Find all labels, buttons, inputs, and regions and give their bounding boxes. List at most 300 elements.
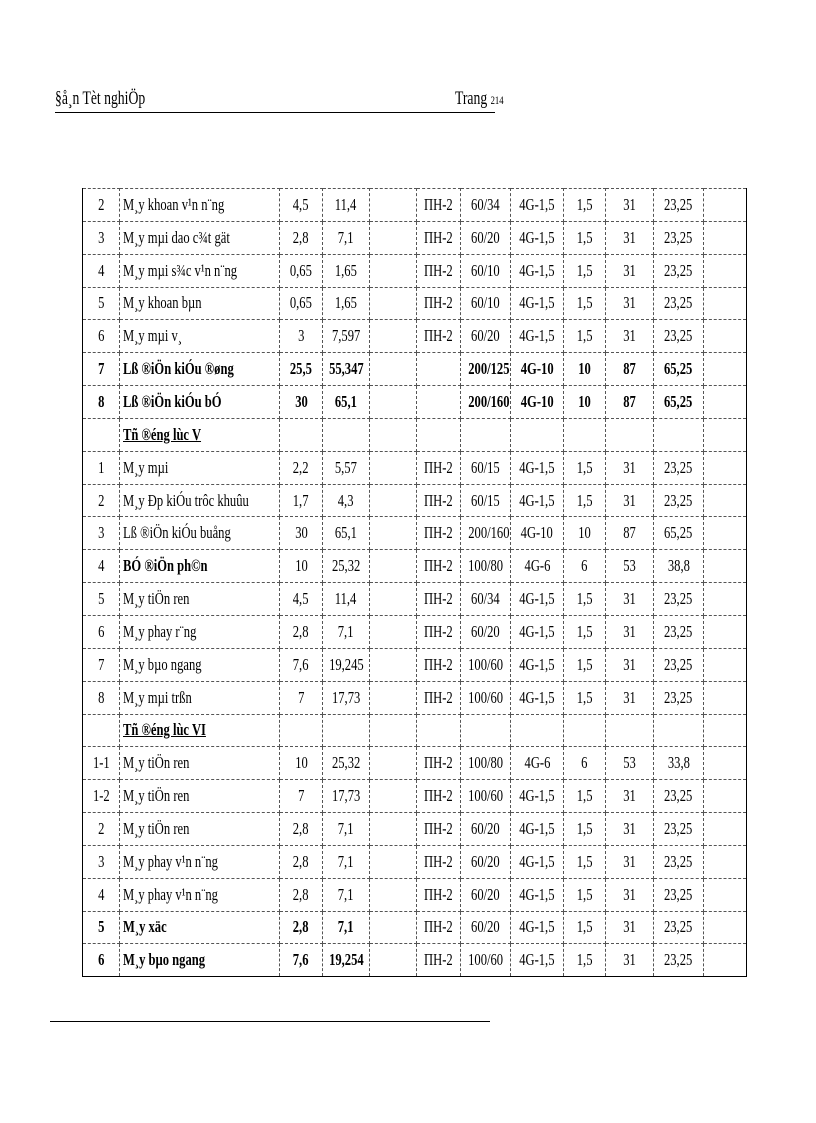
cell-text: 100/60 — [468, 687, 503, 707]
cell-text: 2,2 — [293, 457, 309, 477]
cell-cable — [511, 681, 564, 714]
cell-text: ПH-2 — [424, 786, 453, 806]
cell-type — [417, 221, 461, 254]
cell-power — [280, 386, 323, 419]
cell-note — [704, 484, 747, 517]
cell-text: 31 — [623, 884, 636, 904]
cell-text: ПH-2 — [424, 621, 453, 641]
cell-text: 0,65 — [289, 260, 313, 280]
cell-text: 1,5 — [576, 884, 593, 904]
cell-cable — [511, 353, 564, 386]
cell-type — [417, 451, 461, 484]
cell-cable — [511, 878, 564, 911]
cell-load — [654, 648, 704, 681]
table-row — [83, 681, 747, 714]
cell-type — [417, 845, 461, 878]
cell-current — [323, 418, 370, 451]
cell-cross-section — [564, 418, 606, 451]
cell-rating — [461, 287, 511, 320]
cell-rating — [461, 254, 511, 287]
cell-power — [280, 189, 323, 222]
cell-equipment-name — [120, 550, 280, 583]
cell-load — [654, 451, 704, 484]
cell-text: 3 — [97, 851, 105, 871]
table-row — [83, 221, 747, 254]
cell-current — [323, 747, 370, 780]
cell-text: M¸y Ðp kiÓu trôc khuûu — [123, 490, 249, 510]
cell-load — [654, 583, 704, 616]
cell-load — [654, 418, 704, 451]
cell-power — [280, 451, 323, 484]
cell-equipment-name — [120, 878, 280, 911]
cell-text: ПH-2 — [424, 490, 453, 510]
table-row — [83, 353, 747, 386]
cell-text: ПH-2 — [424, 194, 453, 214]
cell-text: 4 — [97, 260, 105, 280]
section-row — [83, 714, 747, 747]
cell-cable — [511, 254, 564, 287]
cell-equipment-name — [120, 353, 280, 386]
cell-stt — [83, 878, 120, 911]
cell-note — [704, 845, 747, 878]
cell-equipment-name — [120, 944, 280, 977]
cell-text: 60/20 — [471, 917, 500, 937]
cell-load — [654, 287, 704, 320]
cell-text: M¸y tiÖn ren — [123, 818, 190, 838]
cell-cable — [511, 484, 564, 517]
cell-stt — [83, 451, 120, 484]
cell-text: Lß ®iÖn kiÓu bÓ — [123, 391, 222, 411]
cell-text: M¸y tiÖn ren — [123, 786, 190, 806]
cell-cross-section — [564, 944, 606, 977]
cell-text: 8 — [97, 391, 105, 411]
cell-text: 1-2 — [92, 786, 110, 806]
cell-text: 0,65 — [289, 293, 313, 313]
cell-power — [280, 615, 323, 648]
cell-text: 6 — [97, 950, 105, 970]
cell-text: M¸y xäc — [123, 917, 167, 937]
cell-current — [323, 845, 370, 878]
cell-type — [417, 353, 461, 386]
cell-power — [280, 550, 323, 583]
cell-ampacity — [606, 648, 654, 681]
cell-stt — [83, 353, 120, 386]
cell-text: 65,1 — [334, 391, 358, 411]
cell-power — [280, 254, 323, 287]
cell-text: 23,25 — [664, 490, 693, 510]
cell-note — [704, 813, 747, 846]
cell-equipment-name — [120, 681, 280, 714]
cell-cable — [511, 418, 564, 451]
cell-text: 31 — [623, 621, 636, 641]
cell-text: 1,65 — [334, 260, 358, 280]
cell-current — [323, 583, 370, 616]
cell-type — [417, 418, 461, 451]
cell-type — [417, 484, 461, 517]
cell-text: 23,25 — [664, 851, 693, 871]
cell-text: Lß ®iÖn kiÓu buång — [123, 523, 231, 543]
cell-text: 23,25 — [664, 293, 693, 313]
cell-text: 55,347 — [329, 359, 364, 379]
cell-text: 23,25 — [664, 326, 693, 346]
cell-text: ПH-2 — [424, 326, 453, 346]
cell-text: 31 — [623, 227, 636, 247]
cell-breaker — [370, 944, 417, 977]
cell-cross-section — [564, 386, 606, 419]
cell-power — [280, 517, 323, 550]
cell-current — [323, 648, 370, 681]
cell-text: 23,25 — [664, 884, 693, 904]
cell-ampacity — [606, 813, 654, 846]
table-row — [83, 386, 747, 419]
cell-text: 4G-1,5 — [519, 457, 555, 477]
cell-load — [654, 254, 704, 287]
cell-text: 1,5 — [576, 621, 593, 641]
cell-stt — [83, 418, 120, 451]
cell-ampacity — [606, 484, 654, 517]
cell-text: 2 — [97, 490, 105, 510]
cell-breaker — [370, 451, 417, 484]
cell-cable — [511, 944, 564, 977]
footer-rule — [50, 1021, 490, 1022]
cell-stt — [83, 681, 120, 714]
cell-text: 8 — [97, 687, 105, 707]
cell-cross-section — [564, 681, 606, 714]
cell-breaker — [370, 813, 417, 846]
table-row — [83, 911, 747, 944]
cell-text: ПH-2 — [424, 260, 453, 280]
cell-load — [654, 386, 704, 419]
cell-current — [323, 320, 370, 353]
cell-load — [654, 615, 704, 648]
cell-rating — [461, 845, 511, 878]
cell-ampacity — [606, 451, 654, 484]
table-row — [83, 517, 747, 550]
cell-text: 2 — [97, 194, 105, 214]
cell-text: 23,25 — [664, 654, 693, 674]
cell-text: M¸y phay v¹n n¨ng — [123, 851, 218, 871]
cell-text: 1,5 — [576, 293, 593, 313]
table-row — [83, 320, 747, 353]
cell-text: 65,25 — [664, 359, 693, 379]
cell-text: 1,5 — [576, 818, 593, 838]
cell-power — [280, 747, 323, 780]
cell-equipment-name — [120, 714, 280, 747]
cell-text: 60/20 — [471, 818, 500, 838]
cell-ampacity — [606, 418, 654, 451]
cell-text: M¸y mµi — [123, 457, 169, 477]
cell-text: 100/80 — [468, 556, 503, 576]
table-row — [83, 189, 747, 222]
cell-text: 1,5 — [576, 589, 593, 609]
cell-text: 11,4 — [335, 589, 357, 609]
cell-text: 31 — [623, 293, 636, 313]
cell-text: 100/60 — [468, 654, 503, 674]
cell-text: ПH-2 — [424, 556, 453, 576]
cell-cable — [511, 320, 564, 353]
cell-type — [417, 714, 461, 747]
cell-current — [323, 517, 370, 550]
cell-type — [417, 780, 461, 813]
cell-rating — [461, 221, 511, 254]
section-title: Tñ ®éng lùc VI — [123, 720, 206, 740]
cell-load — [654, 747, 704, 780]
cell-equipment-name — [120, 221, 280, 254]
cell-text: 23,25 — [664, 818, 693, 838]
cell-cable — [511, 615, 564, 648]
cell-text: 6 — [97, 326, 105, 346]
cell-note — [704, 517, 747, 550]
cell-text: 30 — [294, 391, 308, 411]
cell-stt — [83, 254, 120, 287]
cell-stt — [83, 287, 120, 320]
cell-text: 53 — [623, 753, 636, 773]
cell-text: 23,25 — [664, 687, 693, 707]
cell-text: 7,1 — [338, 227, 354, 247]
cell-text: M¸y phay r¨ng — [123, 621, 197, 641]
cell-text: 3 — [297, 326, 305, 346]
cell-load — [654, 550, 704, 583]
cell-breaker — [370, 780, 417, 813]
cell-breaker — [370, 845, 417, 878]
cell-text: 100/60 — [468, 786, 503, 806]
cell-ampacity — [606, 714, 654, 747]
cell-text: ПH-2 — [424, 884, 453, 904]
cell-text: M¸y tiÖn ren — [123, 589, 190, 609]
cell-ampacity — [606, 287, 654, 320]
cell-text: 5,57 — [334, 457, 358, 477]
cell-load — [654, 878, 704, 911]
cell-text: 4G-10 — [520, 359, 554, 379]
cell-text: 23,25 — [664, 260, 693, 280]
cell-type — [417, 583, 461, 616]
cell-current — [323, 681, 370, 714]
cell-text: 10 — [578, 359, 591, 379]
cell-stt — [83, 615, 120, 648]
cell-stt — [83, 320, 120, 353]
cell-cable — [511, 189, 564, 222]
cell-ampacity — [606, 911, 654, 944]
cell-text: M¸y bµo ngang — [123, 654, 202, 674]
cell-current — [323, 878, 370, 911]
cell-text: 1,5 — [576, 194, 593, 214]
cell-breaker — [370, 583, 417, 616]
cell-text: 7,1 — [338, 851, 354, 871]
cell-stt — [83, 583, 120, 616]
cell-cable — [511, 583, 564, 616]
cell-text: 87 — [623, 391, 636, 411]
cell-note — [704, 221, 747, 254]
cell-load — [654, 353, 704, 386]
cell-text: 7,6 — [293, 654, 309, 674]
cell-text: ПH-2 — [424, 687, 453, 707]
cell-ampacity — [606, 944, 654, 977]
cell-text: ПH-2 — [424, 950, 453, 970]
cell-text: 6 — [97, 621, 105, 641]
cell-text: 31 — [623, 457, 636, 477]
cell-text: BÓ ®iÖn ph©n — [123, 556, 208, 576]
table-row — [83, 780, 747, 813]
cell-text: 7,1 — [338, 818, 354, 838]
cell-rating — [461, 747, 511, 780]
cell-text: 23,25 — [664, 589, 693, 609]
cell-power — [280, 813, 323, 846]
cell-text: 4,5 — [293, 194, 309, 214]
cell-breaker — [370, 287, 417, 320]
cell-rating — [461, 189, 511, 222]
cell-text: ПH-2 — [424, 917, 453, 937]
cell-rating — [461, 813, 511, 846]
cell-breaker — [370, 747, 417, 780]
cell-text: 4G-1,5 — [519, 917, 555, 937]
cell-text: 60/15 — [471, 490, 500, 510]
cell-text: 65,25 — [664, 523, 693, 543]
cell-stt — [83, 484, 120, 517]
cell-text: 6 — [581, 753, 588, 773]
cell-cross-section — [564, 583, 606, 616]
cell-text: 4 — [97, 556, 105, 576]
cell-text: 4G-1,5 — [519, 490, 555, 510]
cell-current — [323, 911, 370, 944]
cell-power — [280, 287, 323, 320]
cell-equipment-name — [120, 418, 280, 451]
cell-current — [323, 780, 370, 813]
cell-text: 19,245 — [329, 654, 364, 674]
cell-text: 100/80 — [468, 753, 503, 773]
cell-note — [704, 583, 747, 616]
cell-text: 31 — [623, 194, 636, 214]
cell-power — [280, 845, 323, 878]
cell-equipment-name — [120, 254, 280, 287]
table-row — [83, 254, 747, 287]
cell-cross-section — [564, 353, 606, 386]
cell-text: 7,6 — [293, 950, 309, 970]
cell-load — [654, 189, 704, 222]
cell-text: 4G-10 — [520, 391, 554, 411]
cell-text: 60/20 — [471, 326, 500, 346]
cell-text: 1,7 — [293, 490, 309, 510]
cell-cable — [511, 451, 564, 484]
cell-text: M¸y khoan v¹n n¨ng — [123, 194, 225, 214]
cell-load — [654, 813, 704, 846]
cell-text: 4G-1,5 — [519, 326, 555, 346]
cell-text: 4G-6 — [524, 556, 550, 576]
cell-power — [280, 911, 323, 944]
table-row — [83, 944, 747, 977]
cell-power — [280, 484, 323, 517]
cell-text: M¸y mµi trßn — [123, 687, 192, 707]
cell-cable — [511, 813, 564, 846]
cell-load — [654, 681, 704, 714]
cell-equipment-name — [120, 780, 280, 813]
cell-rating — [461, 550, 511, 583]
cell-text: 4G-1,5 — [519, 786, 555, 806]
cell-cross-section — [564, 484, 606, 517]
cell-load — [654, 911, 704, 944]
cell-current — [323, 615, 370, 648]
cell-note — [704, 353, 747, 386]
cell-type — [417, 517, 461, 550]
cell-text: 4G-10 — [520, 523, 554, 543]
cell-equipment-name — [120, 451, 280, 484]
cell-breaker — [370, 221, 417, 254]
cell-cable — [511, 386, 564, 419]
cell-text: 25,5 — [289, 359, 313, 379]
cell-equipment-name — [120, 648, 280, 681]
cell-ampacity — [606, 550, 654, 583]
cell-text: 31 — [623, 917, 636, 937]
cell-text: 31 — [623, 589, 636, 609]
cell-stt — [83, 221, 120, 254]
cell-note — [704, 451, 747, 484]
cell-type — [417, 911, 461, 944]
cell-text: 1,5 — [576, 917, 593, 937]
cell-cable — [511, 517, 564, 550]
cell-text: 87 — [623, 359, 636, 379]
cell-cross-section — [564, 845, 606, 878]
cell-load — [654, 845, 704, 878]
cell-cross-section — [564, 287, 606, 320]
cell-current — [323, 353, 370, 386]
cell-breaker — [370, 878, 417, 911]
cell-cross-section — [564, 714, 606, 747]
cell-text: 4G-1,5 — [519, 950, 555, 970]
cell-text: 2,8 — [293, 227, 309, 247]
cell-text: 17,73 — [331, 687, 361, 707]
cell-text: 87 — [623, 523, 636, 543]
cell-note — [704, 189, 747, 222]
cell-cable — [511, 747, 564, 780]
page-label — [455, 88, 504, 110]
cell-text: 65,25 — [664, 391, 693, 411]
cell-text: 1,65 — [334, 293, 358, 313]
cell-type — [417, 681, 461, 714]
cell-text: 1,5 — [576, 786, 593, 806]
cell-text: 60/20 — [471, 884, 500, 904]
cell-power — [280, 648, 323, 681]
cell-text: 10 — [578, 523, 591, 543]
cell-breaker — [370, 418, 417, 451]
cell-equipment-name — [120, 386, 280, 419]
cell-text: 7,597 — [331, 326, 361, 346]
cell-text: 7,1 — [338, 917, 354, 937]
cell-note — [704, 254, 747, 287]
cell-power — [280, 780, 323, 813]
cell-text: 31 — [623, 326, 636, 346]
cell-text: 23,25 — [664, 194, 693, 214]
cell-cable — [511, 221, 564, 254]
cell-stt — [83, 189, 120, 222]
cell-text: 5 — [97, 589, 105, 609]
cell-ampacity — [606, 254, 654, 287]
cell-breaker — [370, 714, 417, 747]
cell-text: ПH-2 — [424, 227, 453, 247]
cell-ampacity — [606, 221, 654, 254]
cell-text: 31 — [623, 786, 636, 806]
cell-cross-section — [564, 780, 606, 813]
cell-current — [323, 484, 370, 517]
cell-text: 10 — [294, 556, 308, 576]
cell-text: 3 — [97, 523, 105, 543]
cell-power — [280, 221, 323, 254]
cell-text: 4G-1,5 — [519, 227, 555, 247]
cell-current — [323, 287, 370, 320]
section-row — [83, 418, 747, 451]
cell-cross-section — [564, 911, 606, 944]
cell-breaker — [370, 353, 417, 386]
cell-cross-section — [564, 648, 606, 681]
cell-text: 4G-6 — [524, 753, 550, 773]
